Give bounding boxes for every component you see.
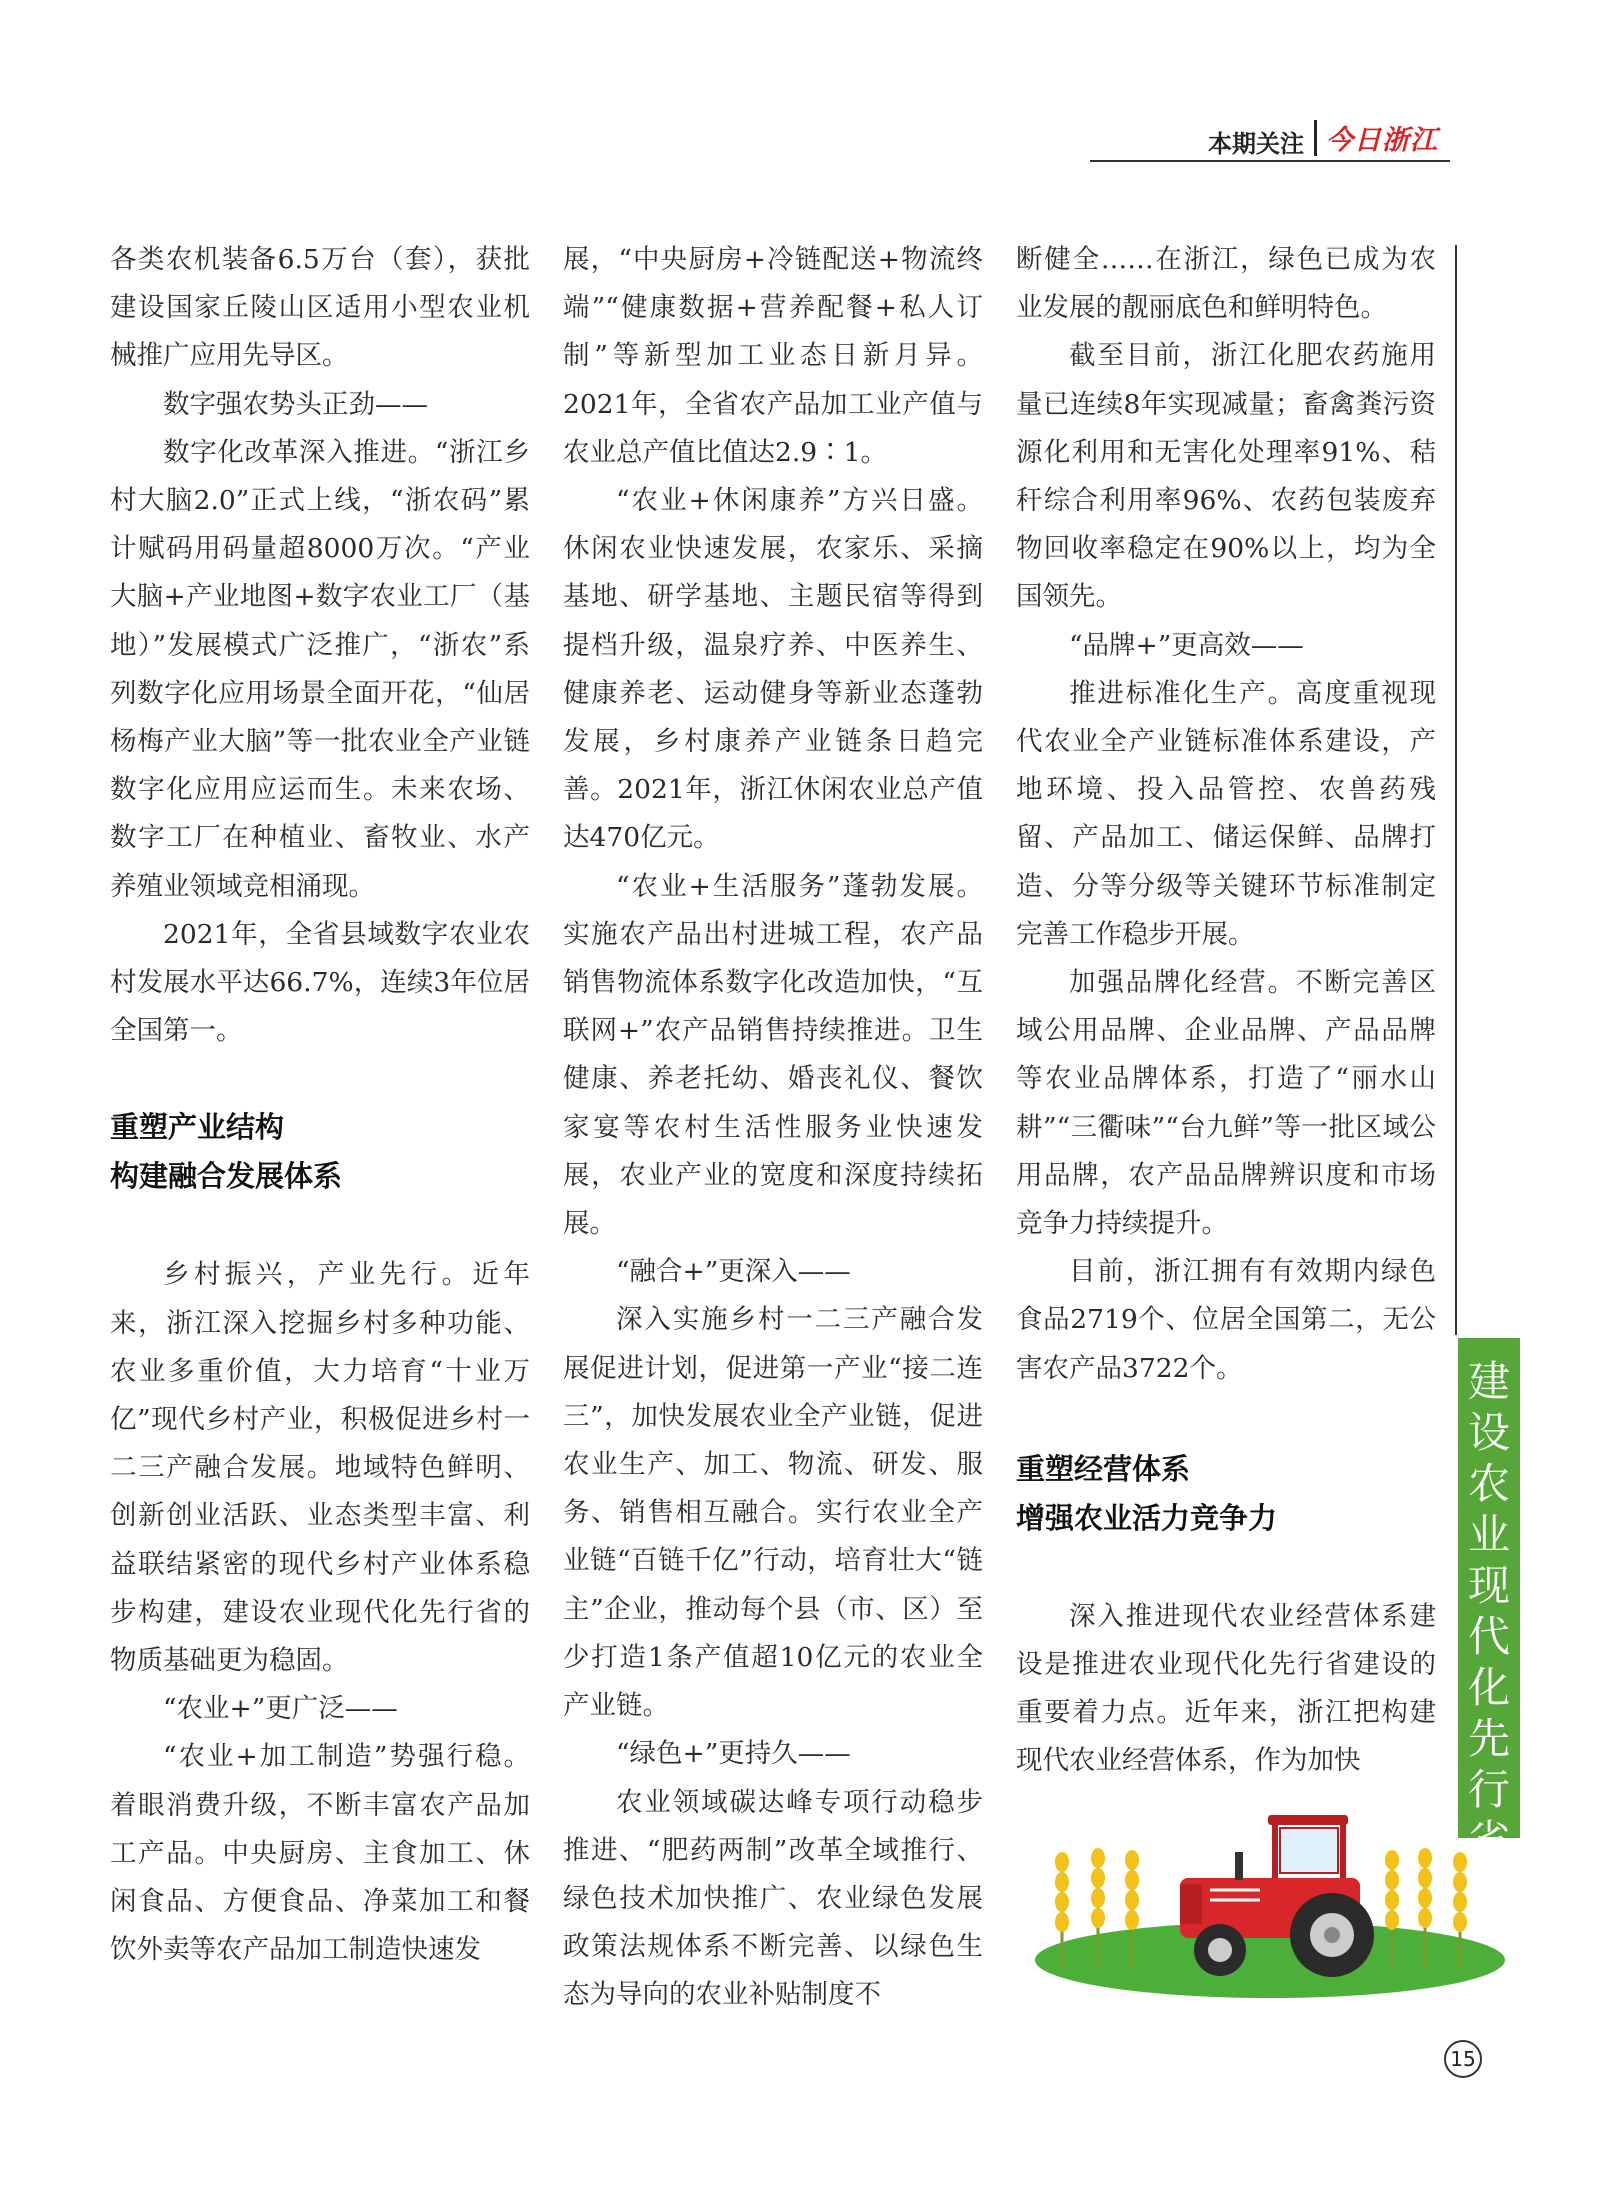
- paragraph: 2021年，全省县域数字农业农村发展水平达66.7%，连续3年位居全国第一。: [110, 918, 530, 1047]
- paragraph: 数字化改革深入推进。“浙江乡村大脑2.0”正式上线，“浙农码”累计赋码用码量超8000万次。“产业大脑+产业地图+数字农业工厂（基地）”发展模式广泛推广，“浙农”系列数字化应用场景全面开花，“仙居杨梅产业大脑”等一批农业全产业链数字化应用应运而生。未来农场、数字工厂在种植业、畜牧业、水产养殖业领域竞相涌现。: [110, 436, 530, 902]
- header-divider: [1314, 120, 1317, 156]
- paragraph: 断健全……在浙江，绿色已成为农业发展的靓丽底色和鲜明特色。: [1016, 244, 1436, 324]
- page-number: 15: [1444, 2040, 1482, 2078]
- subheading: “品牌+”更高效——: [1069, 629, 1304, 661]
- paragraph: “农业+休闲康养”方兴日盛。休闲农业快速发展，农家乐、采摘基地、研学基地、主题民宿等得到提档升级，温泉疗养、中医养生、健康养老、运动健身等新业态蓬勃发展，乡村康养产业链条日趋完善。2021年，浙江休闲农业总产值达470亿元。: [563, 485, 983, 854]
- side-tab-char: 先: [1467, 1714, 1510, 1763]
- subheading: 数字强农势头正劲——: [163, 388, 428, 420]
- side-tab-char: 业: [1467, 1510, 1510, 1559]
- paragraph: 农业领域碳达峰专项行动稳步推进、“肥药两制”改革全域推行、绿色技术加快推广、农业绿色发展政策法规体系不断完善、以绿色生态为导向的农业补贴制度不: [563, 1786, 983, 2011]
- article-column-2: [563, 236, 983, 2020]
- section-heading-line: 构建融合发展体系: [110, 1159, 343, 1194]
- paragraph: 各类农机装备6.5万台（套），获批建设国家丘陵山区适用小型农业机械推广应用先导区。: [110, 244, 530, 372]
- paragraph: 乡村振兴，产业先行。近年来，浙江深入挖掘乡村多种功能、农业多重价值，大力培育“十业万亿”现代乡村产业，积极促进乡村一二三产融合发展。地域特色鲜明、创新创业活跃、业态类型丰富、利益联结紧密的现代乡村产业体系稳步构建，建设农业现代化先行省的物质基础更为稳固。: [110, 1259, 530, 1677]
- subheading: “融合+”更深入——: [616, 1256, 851, 1288]
- paragraph: “农业+生活服务”蓬勃发展。实施农产品出村进城工程，农产品销售物流体系数字化改造加快，“互联网+”农产品销售持续推进。卫生健康、养老托幼、婚丧礼仪、餐饮家宴等农村生活性服务业快速发展，农业产业的宽度和深度持续拓展。: [563, 870, 983, 1240]
- side-tab-char: 行: [1467, 1765, 1510, 1814]
- section-heading: [110, 1103, 530, 1201]
- paragraph: 目前，浙江拥有有效期内绿色食品2719个、位居全国第二，无公害农产品3722个。: [1016, 1256, 1436, 1384]
- side-tab: [1458, 1338, 1520, 1865]
- tractor-illustration: [1020, 1800, 1520, 2005]
- section-label: 本期关注: [1208, 130, 1304, 158]
- section-heading-line: 重塑产业结构: [110, 1110, 285, 1145]
- column-divider: [1455, 245, 1457, 1335]
- paragraph: 加强品牌化经营。不断完善区域公用品牌、企业品牌、产品品牌等农业品牌体系，打造了“丽水山耕”“三衢味”“台九鲜”等一批区域公用品牌，农产品品牌辨识度和市场竞争力持续提升。: [1016, 967, 1436, 1240]
- side-tab-char: 现: [1467, 1561, 1510, 1610]
- paragraph: 推进标准化生产。高度重视现代农业全产业链标准体系建设，产地环境、投入品管控、农兽药残留、产品加工、储运保鲜、品牌打造、分等分级等关键环节标准制定完善工作稳步开展。: [1016, 677, 1436, 950]
- section-heading-line: 增强农业活力竞争力: [1016, 1500, 1278, 1535]
- magazine-logo: 今日浙江: [1326, 125, 1438, 156]
- side-tab-char: 省: [1467, 1816, 1510, 1865]
- side-tab-char: 化: [1467, 1663, 1510, 1712]
- subheading: “农业+”更广泛——: [163, 1693, 398, 1725]
- paragraph: 深入实施乡村一二三产融合发展促进计划，促进第一产业“接二连三”，加快发展农业全产业链，促进农业生产、加工、物流、研发、服务、销售相互融合。实行农业全产业链“百链千亿”行动，培育壮大“链主”企业，推动每个县（市、区）至少打造1条产值超10亿元的农业全产业链。: [563, 1304, 983, 1722]
- subheading: “绿色+”更持久——: [616, 1738, 851, 1770]
- side-tab-label: [1458, 1356, 1520, 1866]
- page-header: [1090, 118, 1450, 162]
- section-heading-line: 重塑经营体系: [1016, 1451, 1191, 1486]
- side-tab-char: 设: [1467, 1408, 1510, 1457]
- section-heading: [1016, 1445, 1436, 1543]
- side-tab-char: 农: [1467, 1459, 1510, 1508]
- article-column-3: [1016, 236, 1436, 1786]
- paragraph: 截至目前，浙江化肥农药施用量已连续8年实现减量；畜禽粪污资源化利用和无害化处理率91%、秸秆综合利用率96%、农药包装废弃物回收率稳定在90%以上，均为全国领先。: [1016, 340, 1436, 613]
- side-tab-char: 代: [1467, 1612, 1510, 1661]
- paragraph: “农业+加工制造”势强行稳。着眼消费升级，不断丰富农产品加工产品。中央厨房、主食加工、休闲食品、方便食品、净菜加工和餐饮外卖等农产品加工制造快速发: [110, 1741, 530, 1966]
- paragraph: 深入推进现代农业经营体系建设是推进农业现代化先行省建设的重要着力点。近年来，浙江把构建现代农业经营体系，作为加快: [1016, 1600, 1436, 1777]
- article-column-1: [110, 236, 530, 1975]
- side-tab-char: 建: [1467, 1357, 1510, 1406]
- paragraph: 展，“中央厨房+冷链配送+物流终端”“健康数据+营养配餐+私人订制”等新型加工业态日新月异。2021年，全省农产品加工业产值与农业总产值比值达2.9∶1。: [563, 244, 983, 468]
